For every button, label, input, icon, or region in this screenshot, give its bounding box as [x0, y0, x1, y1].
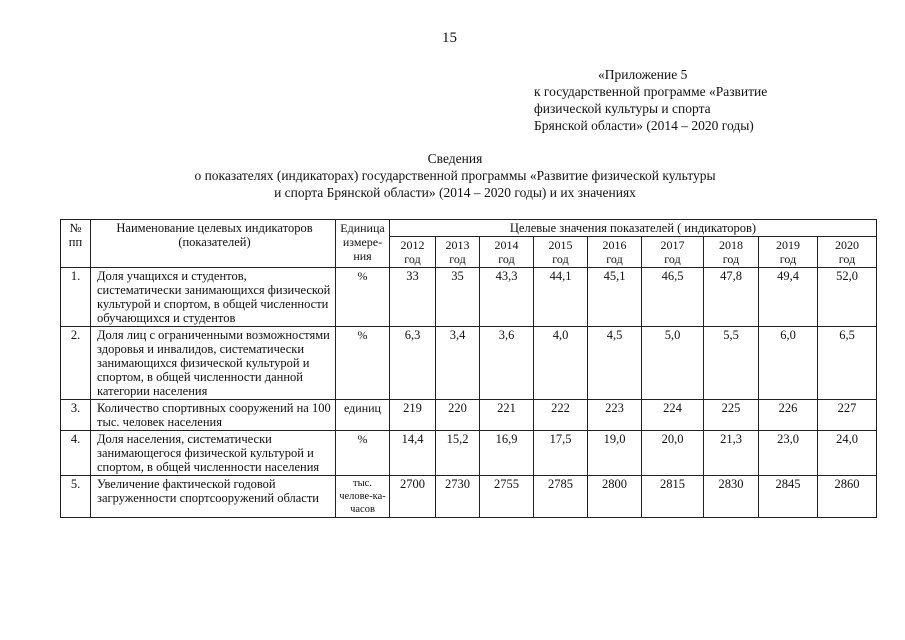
header-unit: Единица измере-ния: [336, 220, 390, 268]
indicator-value: 33: [390, 268, 436, 327]
year-header: [642, 237, 704, 268]
indicator-value: 225: [704, 400, 759, 431]
indicator-value: 35: [436, 268, 480, 327]
year-header: [436, 237, 480, 268]
indicator-value: 2755: [480, 476, 534, 518]
indicator-value: 224: [642, 400, 704, 431]
year-header: [704, 237, 759, 268]
appendix-header: [528, 66, 868, 134]
indicator-value: 3,4: [436, 327, 480, 400]
year-label: год: [779, 252, 797, 266]
indicator-value: 2800: [588, 476, 642, 518]
indicator-value: 23,0: [759, 431, 818, 476]
year-label: год: [449, 252, 466, 266]
indicator-value: 17,5: [534, 431, 588, 476]
year-label: год: [722, 252, 740, 266]
appendix-line-1: «Приложение 5: [598, 67, 688, 82]
indicator-value: 45,1: [588, 268, 642, 327]
indicator-value: 43,3: [480, 268, 534, 327]
indicator-value: 24,0: [818, 431, 877, 476]
indicator-value: 5,0: [642, 327, 704, 400]
indicator-value: 226: [759, 400, 818, 431]
indicator-name: Количество спортивных сооружений на 100 тыс. человек населения: [91, 400, 336, 431]
indicator-unit: тыс. челове-ка-часов: [336, 476, 390, 518]
indicator-value: 44,1: [534, 268, 588, 327]
appendix-line-3: физической культуры и спорта: [534, 101, 711, 116]
indicator-value: 2860: [818, 476, 877, 518]
indicator-value: 2730: [436, 476, 480, 518]
row-number: 2.: [61, 327, 91, 400]
indicator-value: 4,0: [534, 327, 588, 400]
indicator-value: 227: [818, 400, 877, 431]
indicator-value: 2830: [704, 476, 759, 518]
year-label: год: [664, 252, 681, 266]
indicator-unit: %: [336, 327, 390, 400]
appendix-line-2: к государственной программе «Развитие: [534, 84, 768, 99]
indicator-value: 6,0: [759, 327, 818, 400]
year-header: [818, 237, 877, 268]
document-title: [60, 150, 850, 201]
indicator-value: 6,3: [390, 327, 436, 400]
indicator-value: 21,3: [704, 431, 759, 476]
indicator-value: 14,4: [390, 431, 436, 476]
table-row: [61, 327, 877, 400]
indicator-value: 49,4: [759, 268, 818, 327]
year-value: 2020: [835, 238, 859, 252]
indicator-value: 16,9: [480, 431, 534, 476]
year-header: [534, 237, 588, 268]
indicator-unit: %: [336, 431, 390, 476]
indicator-value: 52,0: [818, 268, 877, 327]
year-label: год: [838, 252, 856, 266]
indicator-value: 221: [480, 400, 534, 431]
row-number: 5.: [61, 476, 91, 518]
year-value: 2017: [660, 238, 685, 252]
table-row: [61, 400, 877, 431]
indicator-value: 15,2: [436, 431, 480, 476]
indicator-value: 220: [436, 400, 480, 431]
indicator-value: 2815: [642, 476, 704, 518]
year-label: год: [552, 252, 569, 266]
year-value: 2019: [776, 238, 800, 252]
year-label: год: [498, 252, 515, 266]
header-target-values: Целевые значения показателей ( индикаторов): [390, 220, 877, 237]
indicator-value: 46,5: [642, 268, 704, 327]
indicator-value: 219: [390, 400, 436, 431]
title-line-1: Сведения: [427, 151, 483, 166]
indicator-unit: %: [336, 268, 390, 327]
indicator-value: 222: [534, 400, 588, 431]
table-body: [61, 268, 877, 518]
appendix-line-4: Брянской области» (2014 – 2020 годы): [534, 118, 754, 133]
table-row: [61, 476, 877, 518]
title-line-2: о показателях (индикаторах) государственной программы «Развитие физической культуры: [194, 168, 716, 183]
title-line-3: и спорта Брянской области» (2014 – 2020 годы) и их значениях: [274, 185, 636, 200]
row-number: 3.: [61, 400, 91, 431]
indicators-table: [60, 219, 877, 518]
indicator-unit: единиц: [336, 400, 390, 431]
indicator-name: Доля населения, систематически занимающегося физической культурой и спортом, в общей численности населения: [91, 431, 336, 476]
header-num: № пп: [61, 220, 91, 268]
indicator-name: Доля лиц с ограниченными возможностями здоровья и инвалидов, систематически занимающихся физической культурой и спортом, в общей численности данной категории населения: [91, 327, 336, 400]
year-header: [588, 237, 642, 268]
year-value: 2016: [602, 238, 627, 252]
row-number: 1.: [61, 268, 91, 327]
indicator-value: 19,0: [588, 431, 642, 476]
indicator-value: 6,5: [818, 327, 877, 400]
indicator-value: 20,0: [642, 431, 704, 476]
indicator-value: 2785: [534, 476, 588, 518]
page-number: 15: [442, 30, 457, 46]
indicator-name: Увеличение фактической годовой загруженности спортсооружений области: [91, 476, 336, 518]
year-value: 2014: [494, 238, 519, 252]
indicator-value: 223: [588, 400, 642, 431]
year-header: [480, 237, 534, 268]
year-label: год: [404, 252, 421, 266]
year-value: 2018: [719, 238, 743, 252]
indicator-value: 4,5: [588, 327, 642, 400]
row-number: 4.: [61, 431, 91, 476]
indicator-value: 2700: [390, 476, 436, 518]
indicator-value: 47,8: [704, 268, 759, 327]
year-header: [759, 237, 818, 268]
year-value: 2012: [400, 238, 425, 252]
table-row: [61, 431, 877, 476]
header-name: Наименование целевых индикаторов (показателей): [91, 220, 336, 268]
indicator-value: 3,6: [480, 327, 534, 400]
table-row: [61, 268, 877, 327]
indicator-value: 5,5: [704, 327, 759, 400]
header-row: [61, 220, 877, 237]
indicator-name: Доля учащихся и студентов, систематически занимающихся физической культурой и спортом, в общей численности обучающихся и студентов: [91, 268, 336, 327]
year-value: 2013: [445, 238, 470, 252]
year-header: [390, 237, 436, 268]
indicator-value: 2845: [759, 476, 818, 518]
year-label: год: [606, 252, 623, 266]
year-value: 2015: [548, 238, 573, 252]
